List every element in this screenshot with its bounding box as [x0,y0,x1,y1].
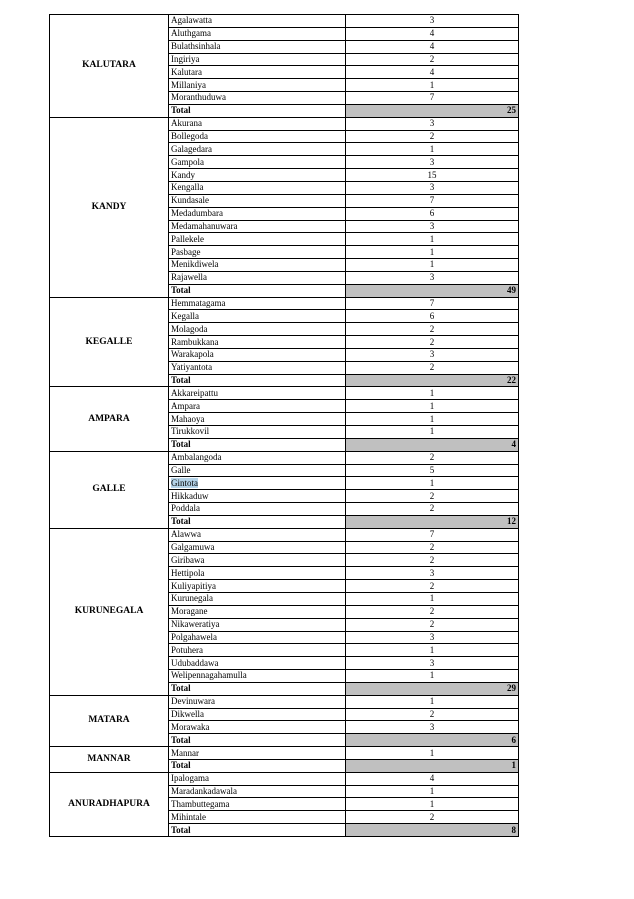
location-cell [169,246,346,259]
location-name: Kengalla [171,182,204,193]
count-cell: 3 [346,220,519,233]
location-cell [169,490,346,503]
location-name: Pasbage [171,246,201,257]
location-name: Galle [171,464,191,475]
count-cell: 3 [346,15,519,28]
location-name: Dikwella [171,708,204,719]
location-name: Medamahanuwara [171,220,238,231]
total-value: 25 [346,104,519,117]
count-cell: 1 [346,785,519,798]
count-cell: 2 [346,618,519,631]
location-name: Giribawa [171,554,205,565]
location-name: Moranthuduwa [171,92,226,103]
location-cell [169,592,346,605]
location-cell [169,670,346,683]
total-label: Total [169,438,346,451]
count-cell: 1 [346,426,519,439]
count-cell: 2 [346,336,519,349]
location-cell [169,259,346,272]
district-name: GALLE [50,451,169,528]
location-name: Mihintale [171,811,206,822]
location-cell [169,387,346,400]
location-cell [169,400,346,413]
location-cell [169,413,346,426]
count-cell: 1 [346,413,519,426]
count-cell: 7 [346,528,519,541]
location-cell [169,323,346,336]
location-cell [169,528,346,541]
location-cell [169,143,346,156]
table-row [50,528,519,541]
location-name: Galgamuwa [171,542,215,553]
location-cell [169,695,346,708]
location-cell [169,53,346,66]
location-name: Ipalogama [171,773,209,784]
count-cell: 1 [346,400,519,413]
count-cell: 7 [346,92,519,105]
location-name: Akkareipattu [171,387,218,398]
location-cell [169,798,346,811]
table-row [50,747,519,760]
count-cell: 1 [346,695,519,708]
count-cell: 3 [346,721,519,734]
total-label: Total [169,284,346,297]
location-name: Yatiyantota [171,362,213,373]
location-name: Kalutara [171,66,202,77]
location-name: Bulathsinhala [171,41,221,52]
location-cell [169,27,346,40]
count-cell: 4 [346,40,519,53]
total-label: Total [169,734,346,747]
count-cell: 6 [346,310,519,323]
location-cell [169,657,346,670]
table-body [50,15,519,837]
total-label: Total [169,824,346,837]
count-cell: 3 [346,348,519,361]
location-cell [169,567,346,580]
location-cell [169,721,346,734]
location-cell [169,169,346,182]
total-value: 6 [346,734,519,747]
district-name: KANDY [50,117,169,297]
total-label: Total [169,515,346,528]
count-cell: 1 [346,79,519,92]
location-name: Ingiriya [171,53,200,64]
count-cell: 1 [346,246,519,259]
location-name: Hikkaduw [171,490,209,501]
location-cell [169,361,346,374]
count-cell: 2 [346,53,519,66]
location-name: Moragane [171,606,208,617]
location-name: Menikdiwela [171,259,219,270]
location-cell [169,40,346,53]
location-name: Thambuttegama [171,798,230,809]
location-name: Pallekele [171,233,204,244]
location-cell [169,618,346,631]
count-cell: 2 [346,361,519,374]
count-cell: 3 [346,117,519,130]
location-cell [169,451,346,464]
location-cell [169,708,346,721]
count-cell: 1 [346,644,519,657]
location-name: Kurunegala [171,593,213,604]
table-row [50,15,519,28]
count-cell: 1 [346,592,519,605]
location-name: Nikaweratiya [171,619,220,630]
location-name: Alawwa [171,529,201,540]
count-cell: 3 [346,181,519,194]
location-cell [169,464,346,477]
table-row [50,297,519,310]
count-cell: 1 [346,747,519,760]
location-cell [169,207,346,220]
location-cell [169,92,346,105]
location-cell [169,554,346,567]
location-name: Morawaka [171,721,210,732]
location-name: Ambalangoda [171,452,222,463]
total-value: 8 [346,824,519,837]
count-cell: 2 [346,503,519,516]
count-cell: 4 [346,27,519,40]
location-cell [169,644,346,657]
count-cell: 2 [346,580,519,593]
count-cell: 3 [346,156,519,169]
location-name: Potuhera [171,644,203,655]
location-cell [169,15,346,28]
location-cell [169,336,346,349]
location-name: Ampara [171,400,200,411]
location-cell [169,233,346,246]
count-cell: 2 [346,811,519,824]
location-name: Bollegoda [171,131,208,142]
count-cell: 2 [346,605,519,618]
location-cell [169,426,346,439]
count-cell: 4 [346,772,519,785]
district-name: MATARA [50,695,169,746]
count-cell: 2 [346,451,519,464]
location-name: Kuliyapitiya [171,580,216,591]
count-cell: 1 [346,798,519,811]
location-cell [169,220,346,233]
count-cell: 7 [346,194,519,207]
location-name: Kandy [171,169,195,180]
location-cell [169,194,346,207]
total-value: 49 [346,284,519,297]
location-name: Welipennagahamulla [171,670,247,681]
count-cell: 1 [346,259,519,272]
location-cell [169,156,346,169]
location-cell [169,477,346,490]
location-cell [169,130,346,143]
location-name: Poddala [171,503,200,514]
count-cell: 1 [346,387,519,400]
location-cell [169,79,346,92]
district-name: AMPARA [50,387,169,451]
location-cell [169,66,346,79]
location-name: Gampola [171,156,204,167]
location-cell [169,747,346,760]
location-cell [169,181,346,194]
location-name: Medadumbara [171,208,223,219]
count-cell: 6 [346,207,519,220]
count-cell: 1 [346,143,519,156]
location-name: Akurana [171,118,202,129]
location-name: Molagoda [171,323,208,334]
location-name: Warakapola [171,349,214,360]
location-name: Tirukkovil [171,426,210,437]
location-name: Aluthgama [171,28,211,39]
location-name: Maradankadawala [171,786,237,797]
count-cell: 1 [346,233,519,246]
location-name: Agalawatta [171,15,212,26]
location-name: Rajawella [171,272,207,283]
district-name: KURUNEGALA [50,528,169,695]
location-name: Mahaoya [171,413,205,424]
location-cell [169,631,346,644]
location-name: Galagedara [171,143,212,154]
location-cell [169,541,346,554]
location-cell [169,297,346,310]
count-cell: 15 [346,169,519,182]
count-cell: 2 [346,490,519,503]
count-cell: 1 [346,477,519,490]
total-label: Total [169,374,346,387]
district-name: ANURADHAPURA [50,772,169,836]
location-name: Kegalla [171,310,199,321]
location-cell [169,605,346,618]
table-row [50,117,519,130]
total-label: Total [169,759,346,772]
location-name: Millaniya [171,79,206,90]
location-name: Hemmatagama [171,297,226,308]
location-cell [169,310,346,323]
count-cell: 3 [346,271,519,284]
location-cell [169,503,346,516]
location-cell [169,117,346,130]
location-cell [169,580,346,593]
count-cell: 2 [346,708,519,721]
selected-location-name: Gintota [171,477,198,488]
count-cell: 2 [346,541,519,554]
location-name: Kundasale [171,195,209,206]
location-name: Polgahawela [171,631,217,642]
total-value: 4 [346,438,519,451]
count-cell: 4 [346,66,519,79]
count-cell: 2 [346,130,519,143]
table-row [50,451,519,464]
total-value: 22 [346,374,519,387]
table-row [50,387,519,400]
district-name: KEGALLE [50,297,169,387]
district-table [49,14,519,837]
count-cell: 3 [346,631,519,644]
count-cell: 3 [346,657,519,670]
location-cell [169,811,346,824]
location-name: Mannar [171,747,199,758]
table-row [50,695,519,708]
total-value: 1 [346,759,519,772]
location-cell [169,772,346,785]
location-cell [169,271,346,284]
district-name: MANNAR [50,747,169,773]
count-cell: 2 [346,554,519,567]
location-name: Devinuwara [171,696,215,707]
location-name: Udubaddawa [171,657,219,668]
location-cell [169,348,346,361]
location-name: Rambukkana [171,336,219,347]
count-cell: 2 [346,323,519,336]
count-cell: 7 [346,297,519,310]
location-cell [169,785,346,798]
count-cell: 5 [346,464,519,477]
location-name: Hettipola [171,567,205,578]
total-value: 12 [346,515,519,528]
total-label: Total [169,682,346,695]
count-cell: 3 [346,567,519,580]
district-name: KALUTARA [50,15,169,118]
total-value: 29 [346,682,519,695]
total-label: Total [169,104,346,117]
table-row [50,772,519,785]
count-cell: 1 [346,670,519,683]
